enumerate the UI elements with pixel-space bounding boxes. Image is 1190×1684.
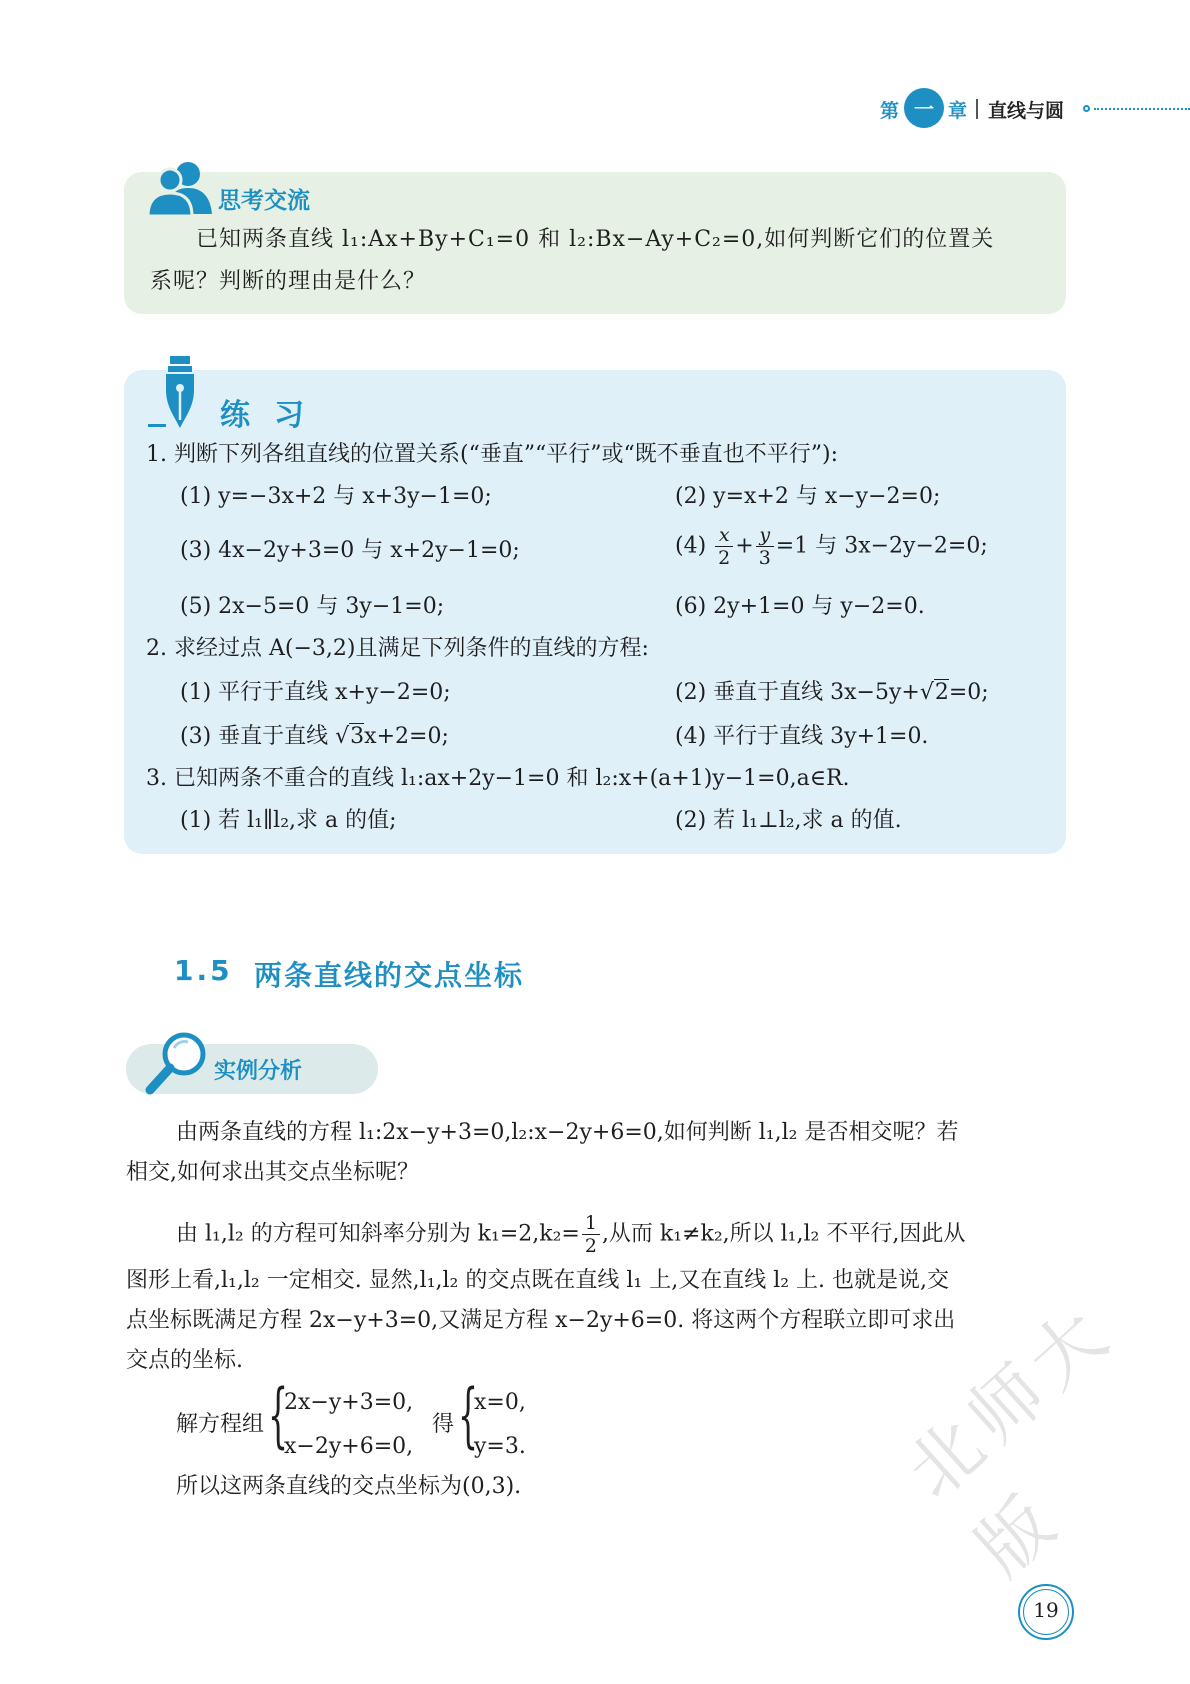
question-2: 2. 求经过点 A(−3,2)且满足下列条件的直线的方程: [146,636,649,661]
left-brace-1: { [268,1374,289,1456]
page-number: 19 [1033,1598,1059,1622]
section-number: 1.5 [174,954,233,987]
question-1-2: (2) y=x+2 与 x−y−2=0; [675,484,941,509]
fraction-y-over-3 [756,524,774,569]
solve-label: 解方程组 [176,1412,265,1437]
radicand: 2 [934,680,949,705]
example-title: 实例分析 [214,1059,303,1084]
question-1-3: (3) 4x−2y+3=0 与 x+2y−1=0; [180,538,520,563]
paragraph-1-line-1: 由两条直线的方程 l₁:2x−y+3=0,l₂:x−2y+6=0,如何判断 l₁,l₂ 是否相交呢？若 [176,1120,959,1145]
think-text-line-1: 已知两条直线 l₁:Ax+By+C₁=0 和 l₂:Bx−Ay+C₂=0,如何判断它们的位置关 [196,227,995,252]
fraction-x-over-2 [715,524,733,569]
question-2-3 [180,722,449,752]
fraction-numerator: 1 [582,1212,600,1235]
paragraph-2-line-1-b: ,从而 k₁≠k₂,所以 l₁,l₂ 不平行,因此从 [601,1221,966,1247]
pen-nib-icon [148,354,208,430]
paragraph-2-line-4: 交点的坐标. [126,1348,243,1373]
header-dotted-line [1094,108,1190,110]
think-text-line-2: 系呢？判断的理由是什么？ [150,269,427,294]
system-2-eq-1: x=0, [474,1390,526,1415]
question-2-1: (1) 平行于直线 x+y−2=0; [180,680,451,705]
magnifier-icon [144,1030,210,1096]
question-2-2-b: =0; [948,680,989,705]
question-3-1: (1) 若 l₁∥l₂,求 a 的值; [180,808,397,833]
radicand: 3 [350,724,365,749]
practice-title: 练习 [220,398,328,433]
question-2-2-a: (2) 垂直于直线 3x−5y+√ [675,680,934,705]
think-title: 思考交流 [218,188,310,214]
question-1-1: (1) y=−3x+2 与 x+3y−1=0; [180,484,492,509]
fraction-denominator: 2 [584,1235,597,1257]
people-icon [146,160,216,216]
question-2-4: (4) 平行于直线 3y+1=0. [675,724,929,749]
fraction-denominator: 3 [758,547,771,569]
paragraph-2-line-2: 图形上看,l₁,l₂ 一定相交. 显然,l₁,l₂ 的交点既在直线 l₁ 上,又在直线 l₂ 上. 也就是说,交 [126,1268,950,1293]
question-2-3-a: (3) 垂直于直线 √ [180,724,350,749]
question-1-5: (5) 2x−5=0 与 3y−1=0; [180,594,445,619]
question-2-2 [675,678,989,708]
header-dot-icon [1083,105,1090,112]
publisher-watermark: 北师大版 [890,1287,1130,1592]
question-1-4 [675,524,988,569]
section-title: 两条直线的交点坐标 [254,959,525,992]
chapter-number: 一 [914,97,934,121]
chapter-number-badge [904,88,944,128]
chapter-prefix: 第 [880,100,900,122]
get-label: 得 [432,1412,455,1437]
chapter-suffix: 章 [948,100,968,122]
question-2-3-b: x+2=0; [364,724,449,749]
fraction-denominator: 2 [718,547,731,569]
paragraph-2-line-1 [176,1212,965,1257]
plus-sign: + [735,533,754,559]
paragraph-2-line-1-a: 由 l₁,l₂ 的方程可知斜率分别为 k₁=2,k₂= [176,1221,580,1247]
question-1-4-rest: =1 与 3x−2y−2=0; [775,533,988,559]
fraction-one-half [582,1212,600,1257]
conclusion: 所以这两条直线的交点坐标为(0,3). [176,1474,522,1499]
paragraph-2-line-3: 点坐标既满足方程 2x−y+3=0,又满足方程 x−2y+6=0. 将这两个方程联立即可求出 [126,1308,956,1333]
header-divider [976,99,978,119]
system-1-eq-2: x−2y+6=0, [284,1434,414,1459]
system-2-eq-2: y=3. [474,1434,526,1459]
paragraph-1-line-2: 相交,如何求出其交点坐标呢？ [126,1160,419,1185]
question-1-4-prefix: (4) [675,533,714,559]
left-brace-2: { [458,1374,479,1456]
question-3-2: (2) 若 l₁⊥l₂,求 a 的值. [675,808,902,833]
system-1-eq-1: 2x−y+3=0, [284,1390,414,1415]
question-1: 1. 判断下列各组直线的位置关系(“垂直”“平行”或“既不垂直也不平行”): [146,442,839,467]
question-3: 3. 已知两条不重合的直线 l₁:ax+2y−1=0 和 l₂:x+(a+1)y−1=0,a∈R. [146,766,850,791]
chapter-title: 直线与圆 [988,100,1065,122]
fraction-numerator: x [715,524,733,547]
question-1-6: (6) 2y+1=0 与 y−2=0. [675,594,925,619]
fraction-numerator: y [756,524,774,547]
